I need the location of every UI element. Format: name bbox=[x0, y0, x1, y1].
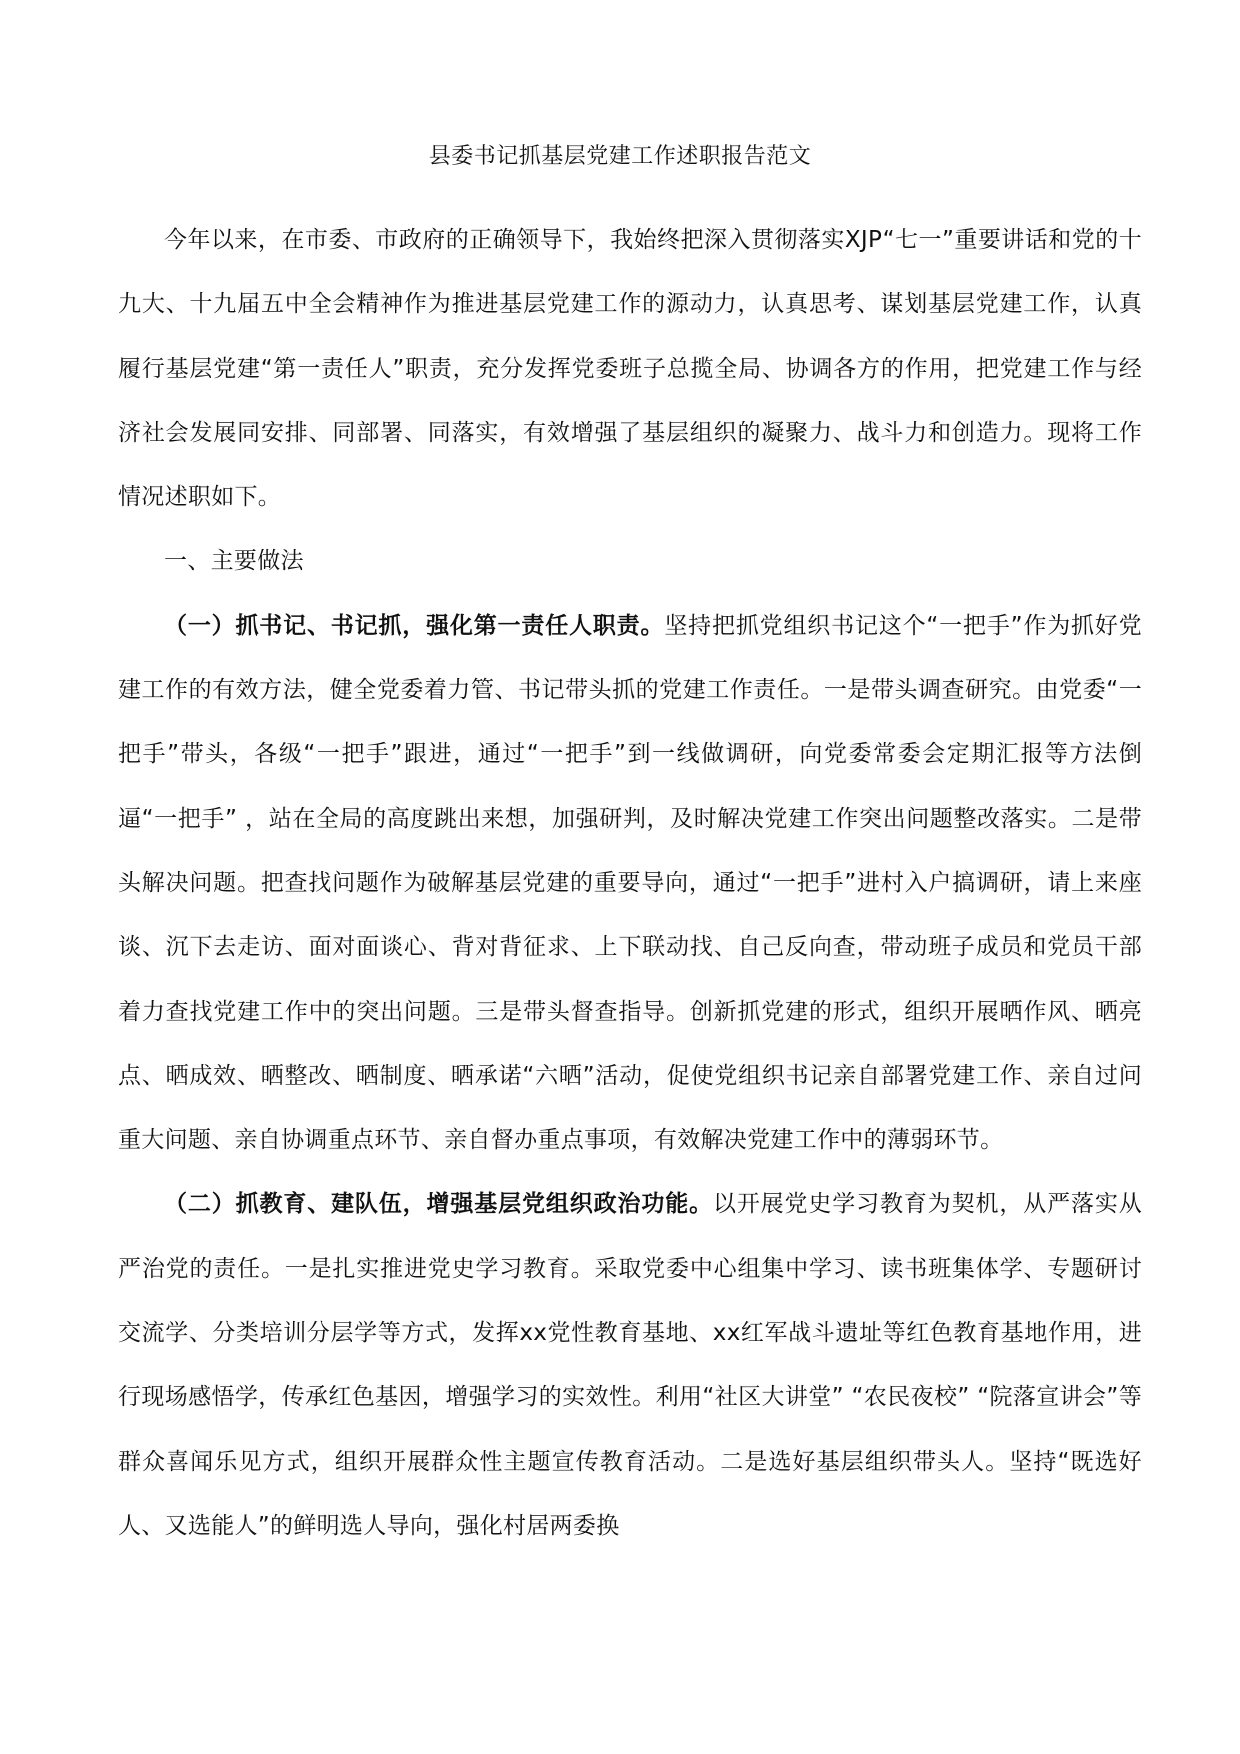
section-heading-main-practices bbox=[118, 529, 1142, 593]
paragraph-section-1 bbox=[118, 594, 1142, 1173]
paragraph-intro bbox=[118, 208, 1142, 529]
paragraph-lead: （二）抓教育、建队伍，增强基层党组织政治功能。 bbox=[164, 1191, 713, 1218]
paragraph-lead: （一）抓书记、书记抓，强化第一责任人职责。 bbox=[164, 612, 665, 639]
paragraph-text: 今年以来，在市委、市政府的正确领导下，我始终把深入贯彻落实XJP“七一”重要讲话和党的十九大、十九届五中全会精神作为推进基层党建工作的源动力，认真思考、谋划基层党建工作，认真履行基层党建“第一责任人”职责，充分发挥党委班子总揽全局、协调各方的作用，把党建工作与经济社会发展同安排、同部署、同落实，有效增强了基层组织的凝聚力、战斗力和创造力。现将工作情况述职如下。 bbox=[118, 227, 1142, 511]
document-body bbox=[118, 208, 1142, 1558]
paragraph-text: 坚持把抓党组织书记这个“一把手”作为抓好党建工作的有效方法，健全党委着力管、书记带头抓的党建工作责任。一是带头调查研究。由党委“一把手”带头，各级“一把手”跟进，通过“一把手”到一线做调研，向党委常委会定期汇报等方法倒逼“一把手” ，站在全局的高度跳出来想，加强研判，及时解决党建工作突出问题整改落实。二是带头解决问题。把查找问题作为破解基层党建的重要导向，通过“一把手”进村入户搞调研，请上来座谈、沉下去走访、面对面谈心、背对背征求、上下联动找、自己反向查，带动班子成员和党员干部着力查找党建工作中的突出问题。三是带头督查指导。创新抓党建的形式，组织开展晒作风、晒亮点、晒成效、晒整改、晒制度、晒承诺“六晒”活动，促使党组织书记亲自部署党建工作、亲自过问重大问题、亲自协调重点环节、亲自督办重点事项，有效解决党建工作中的薄弱环节。 bbox=[118, 612, 1142, 1154]
document-title: 县委书记抓基层党建工作述职报告范文 bbox=[428, 144, 812, 169]
paragraph-section-2 bbox=[118, 1172, 1142, 1558]
paragraph-text: 以开展党史学习教育为契机，从严落实从严治党的责任。一是扎实推进党史学习教育。采取党委中心组集中学习、读书班集体学、专题研讨交流学、分类培训分层学等方式，发挥xx党性教育基地、xx红军战斗遗址等红色教育基地作用，进行现场感悟学，传承红色基因，增强学习的实效性。利用“社区大讲堂” “农民夜校” “院落宣讲会”等群众喜闻乐见方式，组织开展群众性主题宣传教育活动。二是选好基层组织带头人。坚持“既选好人、又选能人”的鲜明选人导向，强化村居两委换 bbox=[118, 1191, 1142, 1539]
section-heading-text: 一、主要做法 bbox=[164, 548, 304, 575]
